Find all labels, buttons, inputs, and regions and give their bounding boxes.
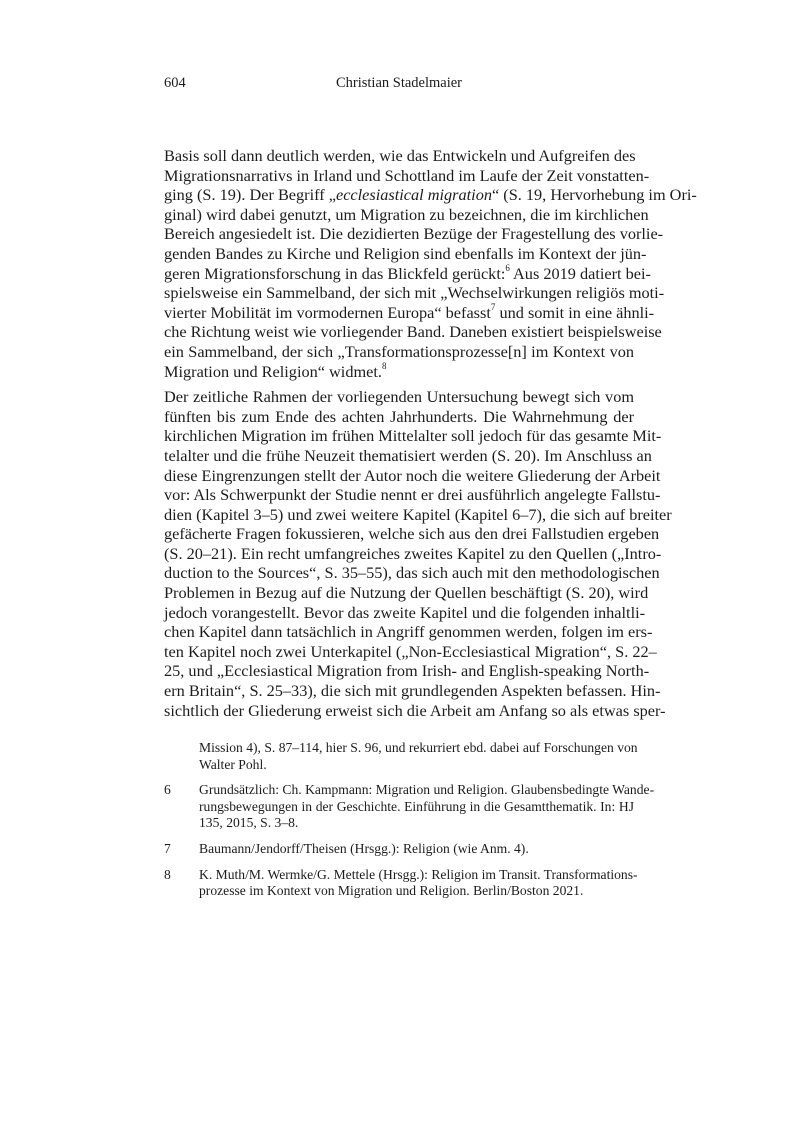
footnote-line: Mission 4), S. 87–114, hier S. 96, und rekurriert ebd. dabei auf Forschungen von: [199, 740, 638, 755]
text-line: spielsweise ein Sammelband, der sich mit „Wechselwirkungen religiös moti-: [164, 283, 665, 303]
text-line: Basis soll dann deutlich werden, wie das Entwickeln und Aufgreifen des: [164, 146, 636, 165]
text-line: ein Sammelband, der sich „Transformationsprozesse[n] im Kontext von: [164, 341, 634, 361]
text-line: fünften bis zum Ende des achten Jahrhunderts. Die Wahrnehmung der: [164, 406, 634, 426]
text-line: duction to the Sources“, S. 35–55), das sich auch mit den methodologischen: [164, 563, 660, 583]
footnote-line: Baumann/Jendorff/Theisen (Hrsgg.): Religion (wie Anm. 4).: [199, 840, 529, 856]
footnote-line: Walter Pohl.: [199, 756, 267, 772]
footnote-line: K. Muth/M. Wermke/G. Mettele (Hrsgg.): Religion im Transit. Transformations-: [199, 866, 638, 882]
paragraph-2: [164, 387, 672, 720]
footnotes: [164, 740, 655, 909]
text-line: jedoch vorangestellt. Bevor das zweite Kapitel und die folgenden inhaltli-: [164, 602, 646, 622]
text-line: Problemen in Bezug auf die Nutzung der Quellen beschäftigt (S. 20), wird: [164, 583, 649, 603]
text-line: genden Bandes zu Kirche und Religion sind ebenfalls im Kontext der jün-: [164, 243, 647, 263]
text-line: vierter Mobilität im vormodernen Europa“ befasst$^7$ und somit in eine ähnli-: [164, 302, 655, 322]
text-line: chen Kapitel dann tatsächlich in Angriff genommen werden, folgen im ers-: [164, 622, 653, 642]
text-line: ten Kapitel noch zwei Unterkapitel („Non-Ecclesiastical Migration“, S. 22–: [164, 641, 657, 661]
emphasized-term: ecclesiastical migration: [335, 185, 492, 205]
footnote-number: 7: [164, 840, 171, 856]
main-text: [164, 146, 697, 720]
text-line: Migrationsnarrativs in Irland und Schottland im Laufe der Zeit vonstatten-: [164, 165, 650, 185]
footnote-line: rungsbewegungen in der Geschichte. Einführung in die Gesamtthematik. In: HJ: [199, 798, 634, 814]
text-line: Bereich angesiedelt ist. Die dezidierten Bezüge der Fragestellung des vorlie-: [164, 224, 664, 244]
page-header: [164, 75, 634, 95]
text-line: telalter und die frühe Neuzeit thematisiert werden (S. 20). Im Anschluss an: [164, 445, 652, 465]
running-head: Christian Stadelmaier: [335, 75, 463, 91]
footnote-line: prozesse im Kontext von Migration und Religion. Berlin/Boston 2021.: [199, 883, 584, 899]
text-line: kirchlichen Migration im frühen Mittelalter soll jedoch für das gesamte Mit-: [164, 426, 662, 446]
footnote-number: 6: [164, 782, 171, 798]
footnote-line: 135, 2015, S. 3–8.: [199, 815, 299, 831]
text-line: ern Britain“, S. 25–33), die sich mit grundlegenden Aspekten befassen. Hin-: [164, 681, 661, 701]
text-line: sichtlich der Gliederung erweist sich die Arbeit am Anfang so als etwas sper-: [164, 700, 666, 720]
footnote-ref-8[interactable]: 8: [381, 361, 387, 372]
footnote-ref-6[interactable]: 6: [505, 263, 510, 274]
text-line: (S. 20–21). Ein recht umfangreiches zweites Kapitel zu den Quellen („Intro-: [164, 543, 662, 563]
text-line: dien (Kapitel 3–5) und zwei weitere Kapitel (Kapitel 6–7), die sich auf breiter: [164, 504, 672, 524]
text-line: che Richtung weist wie vorliegender Band. Daneben existiert beispielsweise: [164, 322, 662, 342]
footnote-7: [164, 841, 634, 858]
footnote-8: [164, 866, 638, 900]
text-line: 25, und „Ecclesiastical Migration from Irish- and English-speaking North-: [164, 661, 650, 681]
paragraph-1: [164, 146, 697, 381]
text-line: gefächerte Fragen fokussieren, welche sich aus den drei Fallstudien ergeben: [164, 524, 660, 544]
text-line: ging (S. 19). Der Begriff „ecclesiastical migration“ (S. 19, Hervorhebung im Ori-: [164, 185, 697, 205]
text-line: Migration und Religion“ widmet.$^8$: [164, 361, 387, 381]
text-line: geren Migrationsforschung in das Blickfeld gerückt:$^6$ Aus 2019 datiert bei-: [164, 263, 651, 283]
text-line: diese Eingrenzungen stellt der Autor noch die weitere Gliederung der Arbeit: [164, 465, 661, 485]
text-line: Der zeitliche Rahmen der vorliegenden Untersuchung bewegt sich vom: [164, 387, 634, 407]
footnote-6: [164, 782, 655, 832]
text-line: ginal) wird dabei genutzt, um Migration zu bezeichnen, die im kirchlichen: [164, 204, 649, 224]
footnote-number: 8: [164, 866, 171, 882]
footnote-line: Grundsätzlich: Ch. Kampmann: Migration und Religion. Glaubensbedingte Wande-: [199, 782, 655, 798]
footnote-ref-7[interactable]: 7: [490, 302, 496, 313]
page-number: 604: [164, 75, 186, 91]
footnote-continuation: [164, 740, 638, 773]
text-line: vor: Als Schwerpunkt der Studie nennt er drei ausführlich angelegte Fallstu-: [164, 485, 661, 505]
